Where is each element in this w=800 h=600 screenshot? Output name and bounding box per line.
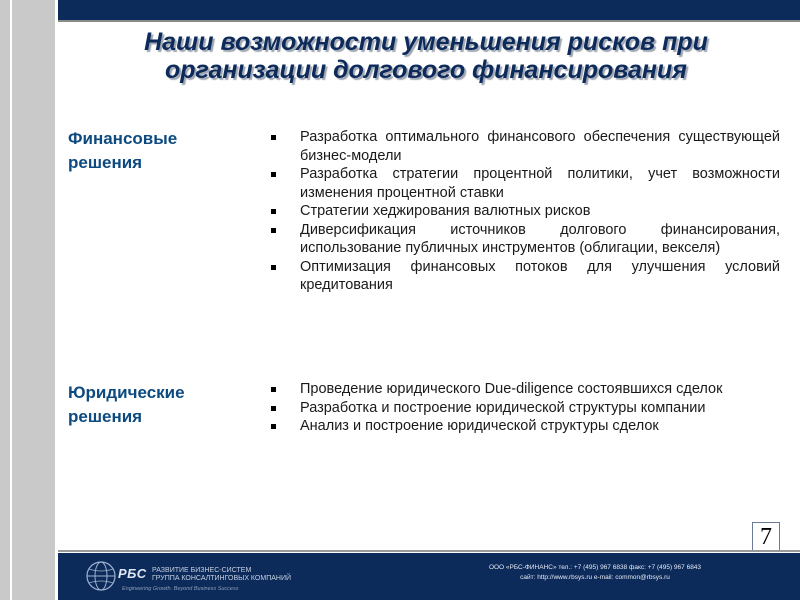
list-item: [270, 258, 780, 295]
slide-title: Наши возможности уменьшения рисков при организации долгового финансирования: [144, 28, 708, 84]
top-divider: [58, 20, 800, 22]
list-item-text: Анализ и построение юридической структуры сделок: [300, 418, 659, 434]
footer-contact-web: сайт: http://www.rbsys.ru e-mail: common@rbsys.ru: [520, 574, 670, 581]
left-strip-line: [10, 0, 12, 600]
list-item: [270, 221, 780, 258]
page-number: 7: [752, 522, 780, 552]
left-strip-edge-line: [55, 0, 58, 600]
footer-slogan: Engineering Growth. Beyond Business Success: [122, 586, 239, 592]
list-item: [270, 417, 780, 436]
bullet-icon: [271, 424, 276, 429]
list-item: [270, 380, 780, 399]
bullet-icon: [271, 406, 276, 411]
bullet-icon: [271, 265, 276, 270]
footer-divider: [58, 550, 800, 552]
list-item: [270, 128, 780, 165]
footer-brand-subtitle-line: РАЗВИТИЕ БИЗНЕС-СИСТЕМ: [152, 567, 252, 574]
bullet-icon: [271, 387, 276, 392]
footer-brand-subtitle-line: ГРУППА КОНСАЛТИНГОВЫХ КОМПАНИЙ: [152, 575, 292, 582]
list-item-text: Разработка и построение юридической структуры компании: [300, 399, 706, 416]
section-label-legal: Юридические решения: [68, 383, 185, 426]
bullet-list-legal: [270, 380, 780, 436]
list-item-text: Разработка оптимального финансового обеспечения существующей бизнес-модели: [300, 129, 780, 164]
bullet-icon: [271, 228, 276, 233]
bullet-list-financial: [270, 128, 780, 295]
top-header-bar: [58, 0, 800, 20]
left-decorative-strip: [0, 0, 56, 600]
list-item-text: Разработка стратегии процентной политики, учет возможности изменения процентной ставки: [300, 166, 780, 201]
list-item-text: Проведение юридического Due-diligence состоявшихся сделок: [300, 381, 723, 397]
bullet-icon: [271, 172, 276, 177]
footer-brand-subtitle: [152, 567, 291, 583]
list-item-text: Стратегии хеджирования валютных рисков: [300, 203, 591, 219]
list-item-text: Оптимизация финансовых потоков для улучшения условий кредитования: [300, 258, 780, 293]
section-label-financial: Финансовые решения: [68, 129, 178, 172]
list-item: [270, 399, 780, 418]
bullet-icon: [271, 135, 276, 140]
footer-brand-logo: РБС: [118, 566, 147, 581]
bullet-icon: [271, 209, 276, 214]
footer-contact-phone: ООО «РБС-ФИНАНС» тел.: +7 (495) 967 6838 факс: +7 (495) 967 6843: [488, 564, 702, 571]
list-item-text: Диверсификация источников долгового финансирования, использование публичных инструментов (облигации, векселя): [300, 221, 780, 256]
list-item: [270, 165, 780, 202]
list-item: [270, 202, 780, 221]
globe-logo-icon: [84, 559, 118, 593]
